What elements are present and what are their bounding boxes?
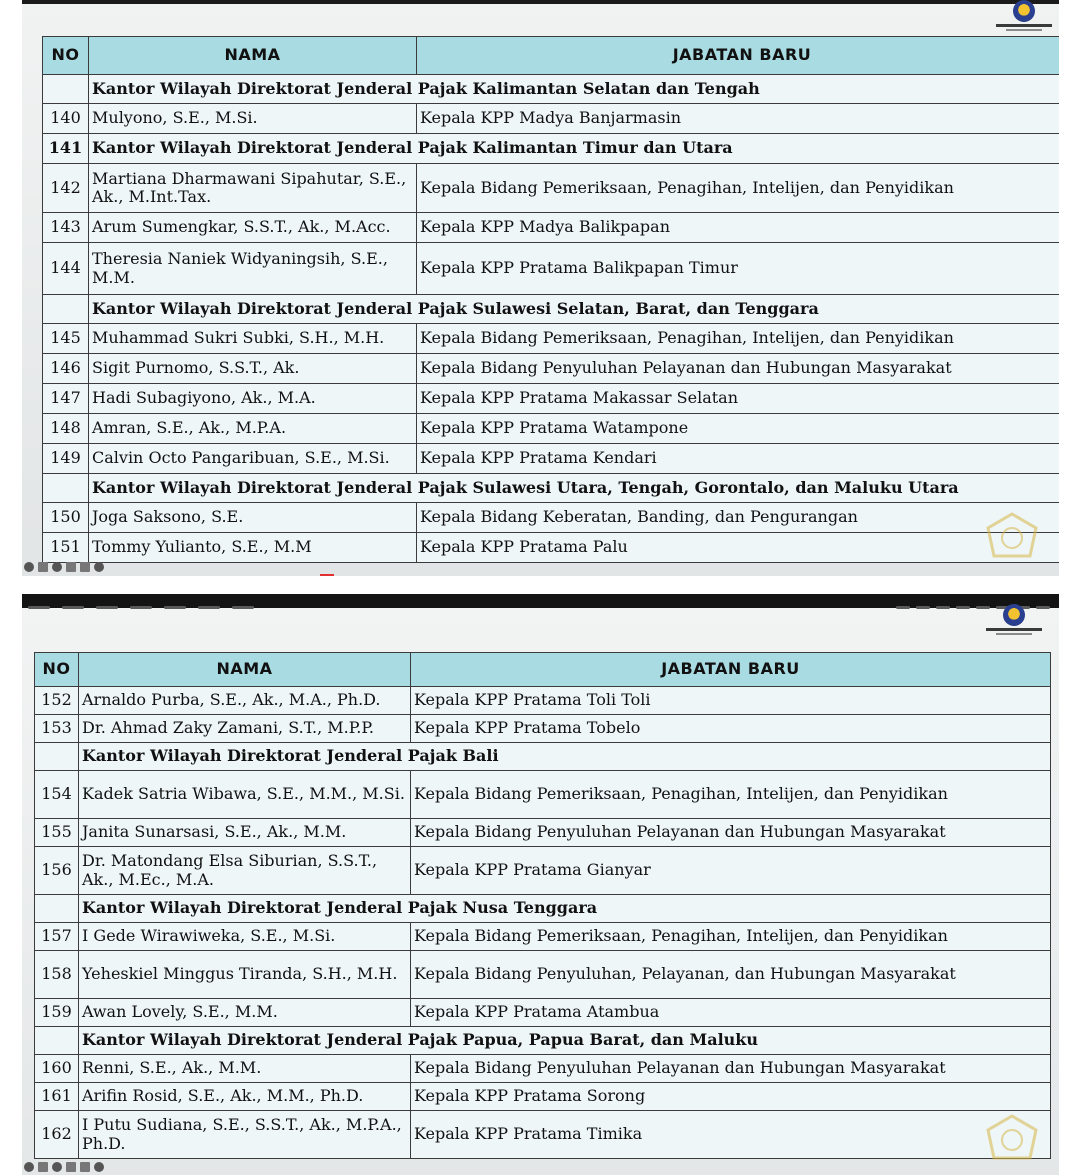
row-number: 159 <box>35 999 79 1027</box>
row-jabatan: Kepala Bidang Penyuluhan Pelayanan dan Hubungan Masyarakat <box>411 1055 1051 1083</box>
row-jabatan: Kepala Bidang Keberatan, Banding, dan Pengurangan <box>417 503 1060 533</box>
row-nama: Dr. Ahmad Zaky Zamani, S.T., M.P.P. <box>79 715 411 743</box>
slideshow-toolbar <box>24 560 104 574</box>
column-header-no: NO <box>43 37 89 75</box>
row-jabatan: Kepala Bidang Penyuluhan Pelayanan dan Hubungan Masyarakat <box>411 819 1051 847</box>
column-header-nama: NAMA <box>79 653 411 687</box>
row-number: 158 <box>35 951 79 999</box>
table-row <box>35 923 1051 951</box>
zoom-icon[interactable] <box>52 562 62 572</box>
table-row <box>35 819 1051 847</box>
table-row <box>43 164 1060 213</box>
row-jabatan: Kepala Bidang Pemeriksaan, Penagihan, Intelijen, dan Penyidikan <box>411 923 1051 951</box>
kemenkeu-emblem-icon <box>994 0 1054 36</box>
row-jabatan: Kepala Bidang Penyuluhan Pelayanan dan Hubungan Masyarakat <box>417 354 1060 384</box>
row-nama: Tommy Yulianto, S.E., M.M <box>89 533 417 563</box>
officials-table-bottom <box>34 652 1051 1159</box>
slides-icon[interactable] <box>66 1162 76 1172</box>
zoom-icon[interactable] <box>52 1162 62 1172</box>
section-label: Kantor Wilayah Direktorat Jenderal Pajak Kalimantan Selatan dan Tengah <box>89 75 1060 104</box>
table-row <box>35 715 1051 743</box>
section-row <box>35 895 1051 923</box>
row-nama: Hadi Subagiyono, Ak., M.A. <box>89 384 417 414</box>
row-number: 152 <box>35 687 79 715</box>
table-row <box>35 951 1051 999</box>
row-number: 157 <box>35 923 79 951</box>
row-nama: Sigit Purnomo, S.S.T., Ak. <box>89 354 417 384</box>
row-jabatan: Kepala KPP Pratama Sorong <box>411 1083 1051 1111</box>
table-row <box>43 384 1060 414</box>
slideshow-toolbar <box>24 1160 104 1174</box>
row-number: 142 <box>43 164 89 213</box>
row-jabatan: Kepala KPP Pratama Makassar Selatan <box>417 384 1060 414</box>
pointer-icon[interactable] <box>24 562 34 572</box>
table-row <box>35 1111 1051 1159</box>
more-icon[interactable] <box>94 562 104 572</box>
row-number: 161 <box>35 1083 79 1111</box>
row-nama: Dr. Matondang Elsa Siburian, S.S.T., Ak., M.Ec., M.A. <box>79 847 411 895</box>
kemenkeu-watermark-icon <box>984 512 1040 562</box>
row-jabatan: Kepala KPP Pratama Toli Toli <box>411 687 1051 715</box>
row-number: 147 <box>43 384 89 414</box>
more-icon[interactable] <box>94 1162 104 1172</box>
row-number: 153 <box>35 715 79 743</box>
row-number: 155 <box>35 819 79 847</box>
table-row <box>35 771 1051 819</box>
table-row <box>43 503 1060 533</box>
row-nama: I Gede Wirawiweka, S.E., M.Si. <box>79 923 411 951</box>
row-jabatan: Kepala KPP Pratama Palu <box>417 533 1060 563</box>
table-row <box>35 1083 1051 1111</box>
table-row <box>43 104 1060 134</box>
table-row <box>35 687 1051 715</box>
section-row <box>43 134 1060 164</box>
row-nama: Joga Saksono, S.E. <box>89 503 417 533</box>
row-nama: Arifin Rosid, S.E., Ak., M.M., Ph.D. <box>79 1083 411 1111</box>
row-jabatan: Kepala Bidang Penyuluhan, Pelayanan, dan Hubungan Masyarakat <box>411 951 1051 999</box>
menu-icon[interactable] <box>80 562 90 572</box>
progress-marker <box>320 574 334 576</box>
table-row <box>35 999 1051 1027</box>
section-label: Kantor Wilayah Direktorat Jenderal Pajak Nusa Tenggara <box>79 895 1051 923</box>
row-nama: Amran, S.E., Ak., M.P.A. <box>89 414 417 444</box>
table-row <box>43 414 1060 444</box>
column-header-no: NO <box>35 653 79 687</box>
row-number: 145 <box>43 324 89 354</box>
section-row <box>35 1027 1051 1055</box>
row-jabatan: Kepala KPP Pratama Atambua <box>411 999 1051 1027</box>
row-number: 162 <box>35 1111 79 1159</box>
slide-bottom <box>22 594 1059 1175</box>
row-jabatan: Kepala KPP Pratama Timika <box>411 1111 1051 1159</box>
table-row <box>43 444 1060 474</box>
row-nama: Arnaldo Purba, S.E., Ak., M.A., Ph.D. <box>79 687 411 715</box>
row-nama: Janita Sunarsasi, S.E., Ak., M.M. <box>79 819 411 847</box>
slides-icon[interactable] <box>66 562 76 572</box>
row-number: 143 <box>43 213 89 243</box>
table-row <box>43 533 1060 563</box>
app-menubar <box>22 594 1059 608</box>
row-number: 160 <box>35 1055 79 1083</box>
section-label: Kantor Wilayah Direktorat Jenderal Pajak Sulawesi Utara, Tengah, Gorontalo, dan Maluku Utara <box>89 474 1060 503</box>
row-nama: Muhammad Sukri Subki, S.H., M.H. <box>89 324 417 354</box>
menu-icon[interactable] <box>80 1162 90 1172</box>
officials-table-top <box>42 36 1059 563</box>
kemenkeu-watermark-icon <box>984 1114 1040 1164</box>
section-row <box>43 295 1060 324</box>
table-row <box>43 243 1060 295</box>
column-header-nama: NAMA <box>89 37 417 75</box>
pen-icon[interactable] <box>38 562 48 572</box>
row-number: 141 <box>43 134 89 164</box>
table-row <box>35 847 1051 895</box>
column-header-jabatan: JABATAN BARU <box>411 653 1051 687</box>
row-number: 148 <box>43 414 89 444</box>
pointer-icon[interactable] <box>24 1162 34 1172</box>
row-number: 146 <box>43 354 89 384</box>
row-nama: Kadek Satria Wibawa, S.E., M.M., M.Si. <box>79 771 411 819</box>
row-nama: Renni, S.E., Ak., M.M. <box>79 1055 411 1083</box>
row-nama: Mulyono, S.E., M.Si. <box>89 104 417 134</box>
row-jabatan: Kepala KPP Pratama Kendari <box>417 444 1060 474</box>
row-nama: Theresia Naniek Widyaningsih, S.E., M.M. <box>89 243 417 295</box>
row-nama: Arum Sumengkar, S.S.T., Ak., M.Acc. <box>89 213 417 243</box>
table-row <box>43 213 1060 243</box>
row-number: 156 <box>35 847 79 895</box>
section-row <box>35 743 1051 771</box>
pen-icon[interactable] <box>38 1162 48 1172</box>
section-label: Kantor Wilayah Direktorat Jenderal Pajak Kalimantan Timur dan Utara <box>89 134 1060 164</box>
section-label: Kantor Wilayah Direktorat Jenderal Pajak Sulawesi Selatan, Barat, dan Tenggara <box>89 295 1060 324</box>
section-row <box>43 75 1060 104</box>
row-number: 149 <box>43 444 89 474</box>
row-number: 151 <box>43 533 89 563</box>
row-number: 140 <box>43 104 89 134</box>
section-label: Kantor Wilayah Direktorat Jenderal Pajak Bali <box>79 743 1051 771</box>
row-nama: Yeheskiel Minggus Tiranda, S.H., M.H. <box>79 951 411 999</box>
row-jabatan: Kepala KPP Pratama Watampone <box>417 414 1060 444</box>
row-jabatan: Kepala KPP Madya Balikpapan <box>417 213 1060 243</box>
table-row <box>43 354 1060 384</box>
row-nama: Calvin Octo Pangaribuan, S.E., M.Si. <box>89 444 417 474</box>
row-jabatan: Kepala KPP Madya Banjarmasin <box>417 104 1060 134</box>
row-number: 144 <box>43 243 89 295</box>
window-top-edge <box>22 0 1059 4</box>
row-number: 154 <box>35 771 79 819</box>
row-jabatan: Kepala Bidang Pemeriksaan, Penagihan, Intelijen, dan Penyidikan <box>417 164 1060 213</box>
section-row <box>43 474 1060 503</box>
row-jabatan: Kepala Bidang Pemeriksaan, Penagihan, Intelijen, dan Penyidikan <box>417 324 1060 354</box>
row-jabatan: Kepala KPP Pratama Tobelo <box>411 715 1051 743</box>
kemenkeu-emblem-icon <box>984 604 1044 640</box>
row-jabatan: Kepala KPP Pratama Balikpapan Timur <box>417 243 1060 295</box>
row-number: 150 <box>43 503 89 533</box>
row-nama: Martiana Dharmawani Sipahutar, S.E., Ak., M.Int.Tax. <box>89 164 417 213</box>
table-row <box>35 1055 1051 1083</box>
row-jabatan: Kepala Bidang Pemeriksaan, Penagihan, Intelijen, dan Penyidikan <box>411 771 1051 819</box>
column-header-jabatan: JABATAN BARU <box>417 37 1060 75</box>
slide-top <box>22 0 1059 576</box>
section-label: Kantor Wilayah Direktorat Jenderal Pajak Papua, Papua Barat, dan Maluku <box>79 1027 1051 1055</box>
row-nama: I Putu Sudiana, S.E., S.S.T., Ak., M.P.A., Ph.D. <box>79 1111 411 1159</box>
row-nama: Awan Lovely, S.E., M.M. <box>79 999 411 1027</box>
table-row <box>43 324 1060 354</box>
row-jabatan: Kepala KPP Pratama Gianyar <box>411 847 1051 895</box>
